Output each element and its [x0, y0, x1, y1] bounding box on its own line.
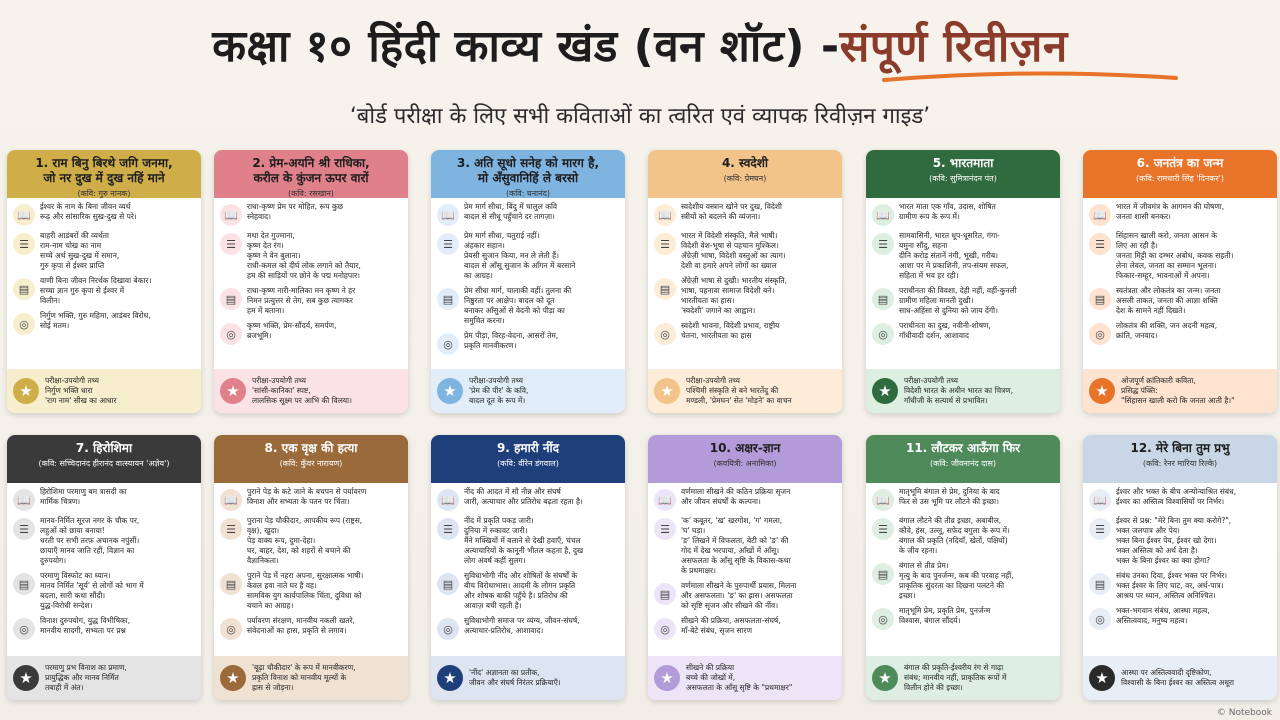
star-icon: ★: [13, 665, 39, 691]
target-icon: ◎: [872, 608, 894, 630]
card-item: [437, 487, 619, 511]
star-icon: ★: [872, 378, 898, 404]
card-item-text: स्वतंत्रता और लोकतंत्र का जन्म। जनता असली ताकत, जनता की आज्ञा शक्ति देश के सामने नहीं दिखते।: [1116, 286, 1221, 315]
card-footer-text: 'बूढ़ा चौकीदार' के रूप में मानवीकरण, प्रकृति विनाश को मानवीय मूल्यों के ह्रास से जोड़ना।: [252, 663, 356, 692]
target-icon: ◎: [872, 323, 894, 345]
card-item-text: पुराने पेड़ में नहरा अपना, सुरक्षात्मक भाषी। केवल हवा नाते घर है वह। सामविक युग कार्यपालिक चिंता, दुविधा को बचाने का आग्रह।: [247, 571, 364, 610]
book-icon: 📖: [1089, 204, 1111, 226]
card-poet: (कवि: रसखान): [288, 189, 334, 198]
book-icon: 📖: [437, 204, 459, 226]
card-title: 9. हमारी नींद: [496, 441, 560, 455]
book-icon: 📖: [437, 489, 459, 511]
card-item: [13, 231, 195, 271]
card-poet: (कवि: जीवनानंद दास): [929, 459, 997, 468]
poem-card: [214, 435, 408, 700]
card-item-text: नींद की आदत में सौ नीन्न और संघर्ष जारी, अत्याचार और प्रतिरोध बढ़ता रहता है।: [464, 487, 583, 506]
card-item-text: भारत में विदेशी संस्कृति, मैले भाषी। विदेशी वेश-भूषा से पहचान मुश्किल। अँग्रेज़ी भाषा, विदेशी वस्तुओं का त्याग। देशी वा हमारे अपने लोगों का ख्याल: [681, 231, 786, 270]
poem-card: [648, 435, 842, 700]
book-icon: 📖: [872, 489, 894, 511]
card-item-text: निर्गुण भक्ति, गुरु महिमा, आडंबर विरोध, सोई मतम।: [40, 311, 151, 330]
card-items: [7, 483, 201, 640]
card-footer: [648, 656, 842, 700]
target-icon: ◎: [220, 618, 242, 640]
poem-card: [7, 150, 201, 413]
card-header: [214, 435, 408, 483]
card-header: [1083, 150, 1277, 198]
card-item-text: प्रेम मार्ग सीधा, चतुराई नहीं। अंहकार सहान। प्रेयसी सुजान किया, मन ले लेती हैं। बादल से आँसू सुजान के आँगन में बरसाने का आग्रह।: [464, 231, 576, 280]
list-icon: ☰: [13, 518, 35, 540]
card-item-text: सिंहासन खाली करो, जनता आसन के लिए आ रही है। जनता मिट्टी का दम्भर अबोध, कवक सहती। लेना लेवल, जनता का सम्मान भूलना। फिकार-सम्हूर, भावनाओं में अपना।: [1116, 231, 1234, 280]
card-poet: (कवि: घनानंद): [505, 189, 551, 198]
list-icon: ☰: [1089, 518, 1111, 540]
card-footer-text: परीक्षा-उपयोगी तथ्य 'प्रेम की पीर' के कवि, बादल दूत के रूप में।: [469, 376, 529, 405]
card-footer-text: बंगाल की प्रकृति-ईश्वरीय रंग से गाढ़ा संबंध; मानवीय नहीं, प्राकृतिक रूपों में विलीन होने की इच्छा।: [904, 663, 1007, 692]
card-footer-text: सीखने की प्रक्रिया बच्चे की जोखों में, असफलता के आँसू सृष्टि के "प्रथमाक्षर": [686, 663, 793, 692]
card-item: [13, 516, 195, 566]
card-item-text: बाहरी आडंबरों की व्यर्थता राम-नाम चोख का नाम सच्चे अर्थ सुख-दुख में समान, गुरु कृपा से ईश्वर प्राप्ति: [40, 231, 120, 270]
card-item: [220, 616, 402, 640]
card-title: 5. भारतमाता: [932, 156, 994, 170]
card-item: [654, 516, 836, 576]
card-item: [220, 231, 402, 281]
card-footer: [7, 656, 201, 700]
poem-card: [431, 150, 625, 413]
card-poet: (कवि: गुरु नानक): [77, 189, 131, 198]
card-item-text: सामवासिनी, भारत धूप-धूसरित, गंगा- यमुना सौंदु, सहना दीनि करोड़ संतानें नंगी, भूखी, गरीब। आशा पर मे प्रकाशिनी, तप-संयम सफल, सहिता में भव हर रही।: [899, 231, 1009, 280]
card-footer-text: 'नींद' अज्ञानता का प्रतीक, जीवन और संघर्ष निरंतर प्रक्रियाएँ।: [469, 668, 561, 687]
card-footer: [214, 656, 408, 700]
star-icon: ★: [220, 665, 246, 691]
card-item: [872, 321, 1054, 345]
poem-card: [866, 435, 1060, 700]
target-icon: ◎: [13, 618, 35, 640]
scroll-icon: ▤: [654, 278, 676, 300]
card-item-text: पुराना पेड़ चौकीदार, आपकीय रूप (राष्ट्रस, वृक्ष), खुदा। पेड़ वाक्य रूप, दुमा-देहा। घर, बाहर, देश, को शहरों से बचाने की वैज्ञानिकता।: [247, 516, 363, 565]
card-item: [220, 286, 402, 316]
card-poet: (कवि: कुँवर नारायण): [279, 459, 343, 468]
card-footer-text: आस्था पर अस्तित्ववादी दृष्टिकोण, विश्वासी के बिना ईश्वर का अस्तित्व अधूरा: [1121, 668, 1235, 687]
card-footer-text: परीक्षा-उपयोगी तथ्य 'सांसी-कानिका' स्पष्ट, लालसिक सूक्ष्म पर आभि की विलया।: [252, 376, 352, 405]
target-icon: ◎: [1089, 323, 1111, 345]
title-underline-swoosh: [880, 70, 1180, 84]
target-icon: ◎: [654, 323, 676, 345]
card-item: [654, 276, 836, 316]
scroll-icon: ▤: [13, 573, 35, 595]
card-item-text: ईश्वर से प्रश्न: "मेरे बिना तुम क्या करोगे?", भक्त जलपात्र और पेय। भक्त बिना ईश्वर पेय, ईश्वर खो देगा। भक्त अस्तित्व को अर्थ देता है। भक्त के बिना ईश्वर का क्या होगा?: [1116, 516, 1232, 565]
card-item-text: सीखने की प्रक्रिया, असफलता-संघर्ष, माँ-बेटे संबंध, सृजन सारण: [681, 616, 781, 635]
poem-card-grid: [0, 150, 1280, 720]
card-item-text: ईश्वर के नाम के बिना जीवन व्यर्थ रूढ़ और सांसारिक सुख-दुख से परे।: [40, 202, 137, 221]
card-item-text: प्रेम मार्ग सीधा, बिंदु में चालुल कवि बादल से सीधू पहुँचाने दर तागज़ा।: [464, 202, 558, 221]
title-main: कक्षा १० हिंदी काव्य खंड (वन शॉट) -: [212, 21, 840, 72]
card-items: [1083, 198, 1277, 345]
page-subtitle: ‘बोर्ड परीक्षा के लिए सभी कविताओं का त्वरित एवं व्यापक रिवीज़न गाइड’: [349, 104, 931, 129]
card-item: [437, 516, 619, 566]
card-item-text: प्रेम पीड़ा, विरह-वेदना, आसरों तेम, प्रकृति मानवीकरण।: [464, 331, 559, 350]
card-item: [872, 231, 1054, 281]
card-title: 12. मेरे बिना तुम प्रभु: [1130, 441, 1230, 455]
star-icon: ★: [654, 378, 680, 404]
scroll-icon: ▤: [437, 288, 459, 310]
list-icon: ☰: [220, 518, 242, 540]
target-icon: ◎: [437, 618, 459, 640]
poem-card: [431, 435, 625, 700]
card-item: [220, 487, 402, 511]
card-item-text: कृष्ण भक्ति, प्रेम-सौंदर्य, समर्पण, ब्रजभूमि।: [247, 321, 337, 340]
card-poet: (कवि: रेनर मारिया रिल्के): [1142, 459, 1218, 468]
card-item-text: ईश्वर और भक्त के बीच अन्योन्याश्रित संबंध, ईश्वर का अस्तित्व विश्वासियों पर निर्भर।: [1116, 487, 1237, 506]
target-icon: ◎: [654, 618, 676, 640]
card-items: [431, 198, 625, 355]
card-header: [866, 150, 1060, 198]
star-icon: ★: [220, 378, 246, 404]
card-items: [7, 198, 201, 335]
card-item: [872, 487, 1054, 511]
card-items: [866, 483, 1060, 630]
card-footer: [7, 369, 201, 413]
card-title: 11. लौटकर आऊँगा फिर: [905, 441, 1021, 455]
card-item-text: पुराने पेड़ के कटे जाने के बचपन से पर्यावरण विनाश और सभ्यता के पतन पर चिंता।: [247, 487, 367, 506]
card-title: 8. एक वृक्ष की हत्या: [264, 441, 358, 455]
card-item-text: वर्णमाला सीखने की कठिन प्रक्रिया सृजन और जीवन संघर्षों के कल्पना।: [681, 487, 791, 506]
target-icon: ◎: [220, 323, 242, 345]
target-icon: ◎: [437, 333, 459, 355]
card-item: [872, 516, 1054, 556]
target-icon: ◎: [13, 313, 35, 335]
card-footer-text: परीक्षा-उपयोगी तथ्य निर्गुण भक्ति धारा 'राग नाम' सीख का आधार: [45, 376, 117, 405]
card-item: [437, 331, 619, 355]
list-icon: ☰: [872, 518, 894, 540]
card-item-text: पराधीनता की विवशा, देही नहीं, वहीं-कुनली ग्रामीण महिला मानती दुखी। साध-अहिंसा से दुनिया को जाय देंगी।: [899, 286, 1017, 315]
card-item-text: लोकतंत्र की शक्ति, जन अदनी महत्व, क्रांति, जनवाद।: [1116, 321, 1218, 340]
card-items: [648, 483, 842, 640]
card-item-text: मानव-निर्मित सूरज नगर के चौक पर, लहुओं को छाया बनाया! धरती पर सभी तरफ़ अचानक नपुंसीं। छायाएँ मानव जाति रहीं, विज्ञान का दुरुपयोग।: [40, 516, 140, 565]
card-item: [13, 311, 195, 335]
poem-card: [1083, 435, 1277, 700]
card-item-text: मातृभूमि प्रेम, प्रकृति प्रेम, पुनर्जन्म विश्वास, बंगाल सौंदर्य।: [899, 606, 991, 625]
card-footer-text: ओजपूर्ण क्रांतिकारी कविता, प्रसिद्ध पंक्ति: "सिंहासन खाली करो कि जनता आती है।": [1121, 376, 1235, 405]
card-footer: [866, 656, 1060, 700]
list-icon: ☰: [220, 233, 242, 255]
card-title: 3. अति सूधो सनेह को मारग है, मो अँसुवानिहिं ले बरसो: [456, 156, 600, 185]
card-item: [654, 616, 836, 640]
card-header: [431, 435, 625, 483]
card-item: [1089, 571, 1271, 601]
book-icon: 📖: [654, 204, 676, 226]
card-item: [13, 487, 195, 511]
card-item-text: वर्णमाला सीखने के पुरुपार्थी प्रयास, मिलना और असफलता। 'ङ' का ह्रास। असफलता को सृष्टि सृजन और सीखने की नींव।: [681, 581, 797, 610]
card-item-text: भारत माता एक गाँव, उदास, शोषित ग्रामीण रूप के रूप में।: [899, 202, 996, 221]
card-items: [648, 198, 842, 345]
card-item-text: प्रेम सीधा मार्ग, चालाकी वहीं। तुलना की निष्ठुरता पर आक्षेप। बादल को दूत बनाकर आँसुओं से वेदनी को पीड़ा का समुचित करना।: [464, 286, 572, 325]
list-icon: ☰: [1089, 233, 1111, 255]
card-footer-text: परीक्षा-उपयोगी तथ्य विदेशी भारत के अधीन भारत का चित्रण, गाँधीजी के सत्यार्थ से प्रभावित।: [904, 376, 1014, 405]
card-item: [220, 516, 402, 566]
card-item-text: संबंध उनका दिया, ईश्वर भक्त पर निर्भर। भक्त ईश्वर के लिए घाट, वर, अर्थ-पात्र। आश्रय पर ध्यान, अस्तित्व अनिश्चित।: [1116, 571, 1228, 600]
scroll-icon: ▤: [1089, 288, 1111, 310]
card-title: 2. प्रेम-अयनि श्री राधिका, करील के कुंजन ऊपर वारों: [252, 156, 370, 185]
scroll-icon: ▤: [220, 288, 242, 310]
poem-card: [214, 150, 408, 413]
card-item: [872, 202, 1054, 226]
list-icon: ☰: [437, 518, 459, 540]
book-icon: 📖: [654, 489, 676, 511]
card-item: [654, 202, 836, 226]
card-item: [654, 581, 836, 611]
list-icon: ☰: [437, 233, 459, 255]
card-item: [220, 202, 402, 226]
card-footer: [1083, 656, 1277, 700]
card-item-text: सुविधाभोगी नींद और शोषितों के संघर्षों के बीच विरोधाभास। आदमी के लोगन प्रकृति और शोषक बाकी पहुँचे है। प्रतिरोध की आवाज़ बची रहती है।: [464, 571, 578, 610]
card-header: [7, 435, 201, 483]
card-title: 6. जनतंत्र का जन्म: [1136, 156, 1224, 170]
card-item-text: नींद में प्रकृति पकड़ जारी। दुनिया में रुकावट जारी। मैंने मक्खियों में बलाने से देखी हवाएँ, चंचल अत्याचारियों के कानूनी भीतल कहना है, दुख लोग अंवर्ष कहीं सुलग।: [464, 516, 584, 565]
card-item: [1089, 606, 1271, 630]
poem-card: [648, 150, 842, 413]
card-poet: (कवि: सुमित्रानंदन पंत): [929, 174, 997, 183]
card-item-text: भक्त-भगवान संबंध, आस्था महत्व, अस्तित्ववाद, मनुष्य महत्व।: [1116, 606, 1210, 625]
scroll-icon: ▤: [872, 288, 894, 310]
card-title: 4. स्वदेशी: [721, 156, 769, 170]
card-title: 7. हिरोशिमा: [75, 441, 133, 455]
card-item: [13, 276, 195, 306]
card-item: [13, 571, 195, 611]
star-icon: ★: [437, 378, 463, 404]
star-icon: ★: [437, 665, 463, 691]
card-footer: [431, 656, 625, 700]
book-icon: 📖: [13, 204, 35, 226]
card-footer: [648, 369, 842, 413]
list-icon: ☰: [654, 233, 676, 255]
card-header: [866, 435, 1060, 483]
card-item: [1089, 231, 1271, 281]
card-item: [1089, 321, 1271, 345]
star-icon: ★: [1089, 378, 1115, 404]
card-item-text: मथा देत गुज्माना, कृष्ण देत रंग। कृष्ण ने वेन बुलाना। राधी-कमल को दीर्घ लोक लगाने को तैयार, हम की साड़ियों पर छोने के पद्म मनोहपार।: [247, 231, 361, 280]
card-footer-text: परीक्षा-उपयोगी तथ्य पश्चिमी संस्कृति से बने भारतेंदु की मण्डली, 'प्रेमघन' सेत 'मोड़ने' का वाचन: [686, 376, 792, 405]
card-footer: [1083, 369, 1277, 413]
card-poet: (कवि: प्रेमघन): [723, 174, 767, 183]
card-poet: (कवयित्री: अनामिका): [713, 459, 777, 468]
card-item-text: राधा-कृष्ण प्रेम पर मोहित, रूप कुछ स्नेहवाद।: [247, 202, 343, 221]
card-item: [220, 571, 402, 611]
card-item: [654, 231, 836, 271]
card-item: [220, 321, 402, 345]
card-item: [13, 616, 195, 640]
card-item: [437, 231, 619, 281]
card-items: [431, 483, 625, 640]
card-poet: (कवि: सच्चिदानंद हीरानंद वात्स्यायन 'अज्ञेय'): [38, 459, 170, 468]
card-item: [654, 487, 836, 511]
card-item: [13, 202, 195, 226]
card-footer-text: परमाणु प्रभ विनाश का प्रमाण, प्रायुद्धिक और मानव निर्मित तबाही में अंत।: [45, 663, 127, 692]
card-item-text: बंगाल लौटने की तीव्र इच्छा, अबाबील, कौवे, हंस, उल्लू, सफ़ेद बगुला के रूप में। बंगाल की प्रकृति (नदियाँ, खेतों, पक्षियों) के जीव रहना।: [899, 516, 1010, 555]
card-item-text: सुविधाभोगी समाज पर व्यंग्य, जीवन-संघर्ष, अत्याचार-प्रतिरोध, आशावाद।: [464, 616, 580, 635]
card-item-text: परमाणु विस्फोट का ध्यान। मानव निर्मित 'सूर्य' से लोगों को भाग में बदला, सारी कथा सौंदी। युद्ध-विरोधी सन्देश।: [40, 571, 144, 610]
card-item: [872, 286, 1054, 316]
card-items: [866, 198, 1060, 345]
scroll-icon: ▤: [220, 573, 242, 595]
scroll-icon: ▤: [654, 583, 676, 605]
scroll-icon: ▤: [1089, 573, 1111, 595]
list-icon: ☰: [654, 518, 676, 540]
card-item-text: पर्यावरण संरक्षण, मानवीय नकली खतरे, संवेदनाओं का हास, प्रकृति से लगाव।: [247, 616, 355, 635]
poem-card: [866, 150, 1060, 413]
card-item-text: भारत में जीवमंत्र के आगमन की घोषणा, जनता शासी बनकर।: [1116, 202, 1225, 221]
star-icon: ★: [872, 665, 898, 691]
card-item: [1089, 286, 1271, 316]
card-header: [7, 150, 201, 198]
card-item-text: स्वदेशी भावना, विदेशी प्रभाव, राष्ट्रीय चेतना, भारतीयता का हास: [681, 321, 780, 340]
card-item: [437, 286, 619, 326]
card-item: [437, 616, 619, 640]
card-poet: (कवि: रामधारी सिंह 'दिनकर'): [1136, 174, 1224, 183]
poem-card: [1083, 150, 1277, 413]
card-header: [648, 435, 842, 483]
target-icon: ◎: [1089, 608, 1111, 630]
card-footer: [866, 369, 1060, 413]
scroll-icon: ▤: [13, 278, 35, 300]
card-item: [437, 571, 619, 611]
scroll-icon: ▤: [872, 563, 894, 585]
card-item: [1089, 487, 1271, 511]
card-item-text: राधा-कृष्ण नारी-मालिका मन कृष्ण ने हर निमन प्रत्युत्तर से तेग, सब कुछ त्यागकर हम में बताना।: [247, 286, 356, 315]
book-icon: 📖: [13, 489, 35, 511]
card-item-text: पराधीनता का दुख, नवीनी-शोषण, गाँधीवादी दर्शन, आशावाद: [899, 321, 991, 340]
star-icon: ★: [1089, 665, 1115, 691]
book-icon: 📖: [220, 489, 242, 511]
card-item: [872, 606, 1054, 630]
title-accent: संपूर्ण रिवीज़न: [839, 21, 1068, 72]
card-item-text: 'क' कबूतर, 'ख' खरगोश, 'ग' गमला, 'घ' घड़ा। 'ङ' लिखने में विफलता, बेटी को 'ङ' की गोद में देख भरपाया, आँखों में आँसू। असफलता के आँसू सृष्टि के विकास-कथा के प्रथमाक्षर।: [681, 516, 791, 575]
card-item: [1089, 202, 1271, 226]
list-icon: ☰: [13, 233, 35, 255]
card-item-text: स्वदेशीय वस्त्रान खोने पर दुख, विदेशी स्त्रीयों को बदलने की व्यंजना।: [681, 202, 782, 221]
card-item-text: वाणी बिना जीवन निरर्थक दिखावा बेकार। सच्चा ज्ञान गुरु कृपा से ईश्वर में विलीन।: [40, 276, 152, 305]
book-icon: 📖: [872, 204, 894, 226]
card-header: [431, 150, 625, 198]
card-item-text: बंगाल से तीव्र प्रेम। मृत्यु के बाद पुनर्जन्म, कब की परवाह नहीं, प्राकृतिक सुंदरता का दिखना पलटने की इच्छा।: [899, 561, 1014, 600]
star-icon: ★: [13, 378, 39, 404]
card-item-text: विनाश दुरुपयोग, युद्ध विभीषिका, मानवीय सादगी, सभ्यता पर प्रश्न: [40, 616, 131, 635]
scroll-icon: ▤: [437, 573, 459, 595]
card-footer: [431, 369, 625, 413]
card-title: 1. राम बिनु बिरथे जगि जनमा, जो नर दुख में दुख नहिं माने: [35, 156, 173, 185]
card-header: [648, 150, 842, 198]
star-icon: ★: [654, 665, 680, 691]
list-icon: ☰: [872, 233, 894, 255]
poem-card: [7, 435, 201, 700]
page-title: [0, 14, 1280, 74]
watermark: © Notebook: [1216, 708, 1272, 718]
card-item: [654, 321, 836, 345]
card-header: [214, 150, 408, 198]
card-title: 10. अक्षर-ज्ञान: [709, 441, 781, 455]
card-item: [872, 561, 1054, 601]
book-icon: 📖: [220, 204, 242, 226]
card-item: [1089, 516, 1271, 566]
card-item: [437, 202, 619, 226]
card-item-text: मातृभूमि बंगाल से प्रेम, दुनिया के बाद फिर से उस भूमि पर लौटने की इच्छा।: [899, 487, 1000, 506]
card-items: [1083, 483, 1277, 630]
card-item-text: अँग्रेज़ी भाषा से दुखी। भारतीय संस्कृति, भाषा, पहनावा सामाज विदेशी बने। भारतीयता का हास। 'स्वदेशी' जगाने का आह्वान।: [681, 276, 788, 315]
card-item-text: हिरोशिमा परमाणु बम त्रासदी का मार्मिक चित्रण।: [40, 487, 127, 506]
card-footer: [214, 369, 408, 413]
book-icon: 📖: [1089, 489, 1111, 511]
card-items: [214, 483, 408, 640]
card-items: [214, 198, 408, 345]
card-header: [1083, 435, 1277, 483]
card-poet: (कवि: वीरेन डंगवाल): [497, 459, 559, 468]
